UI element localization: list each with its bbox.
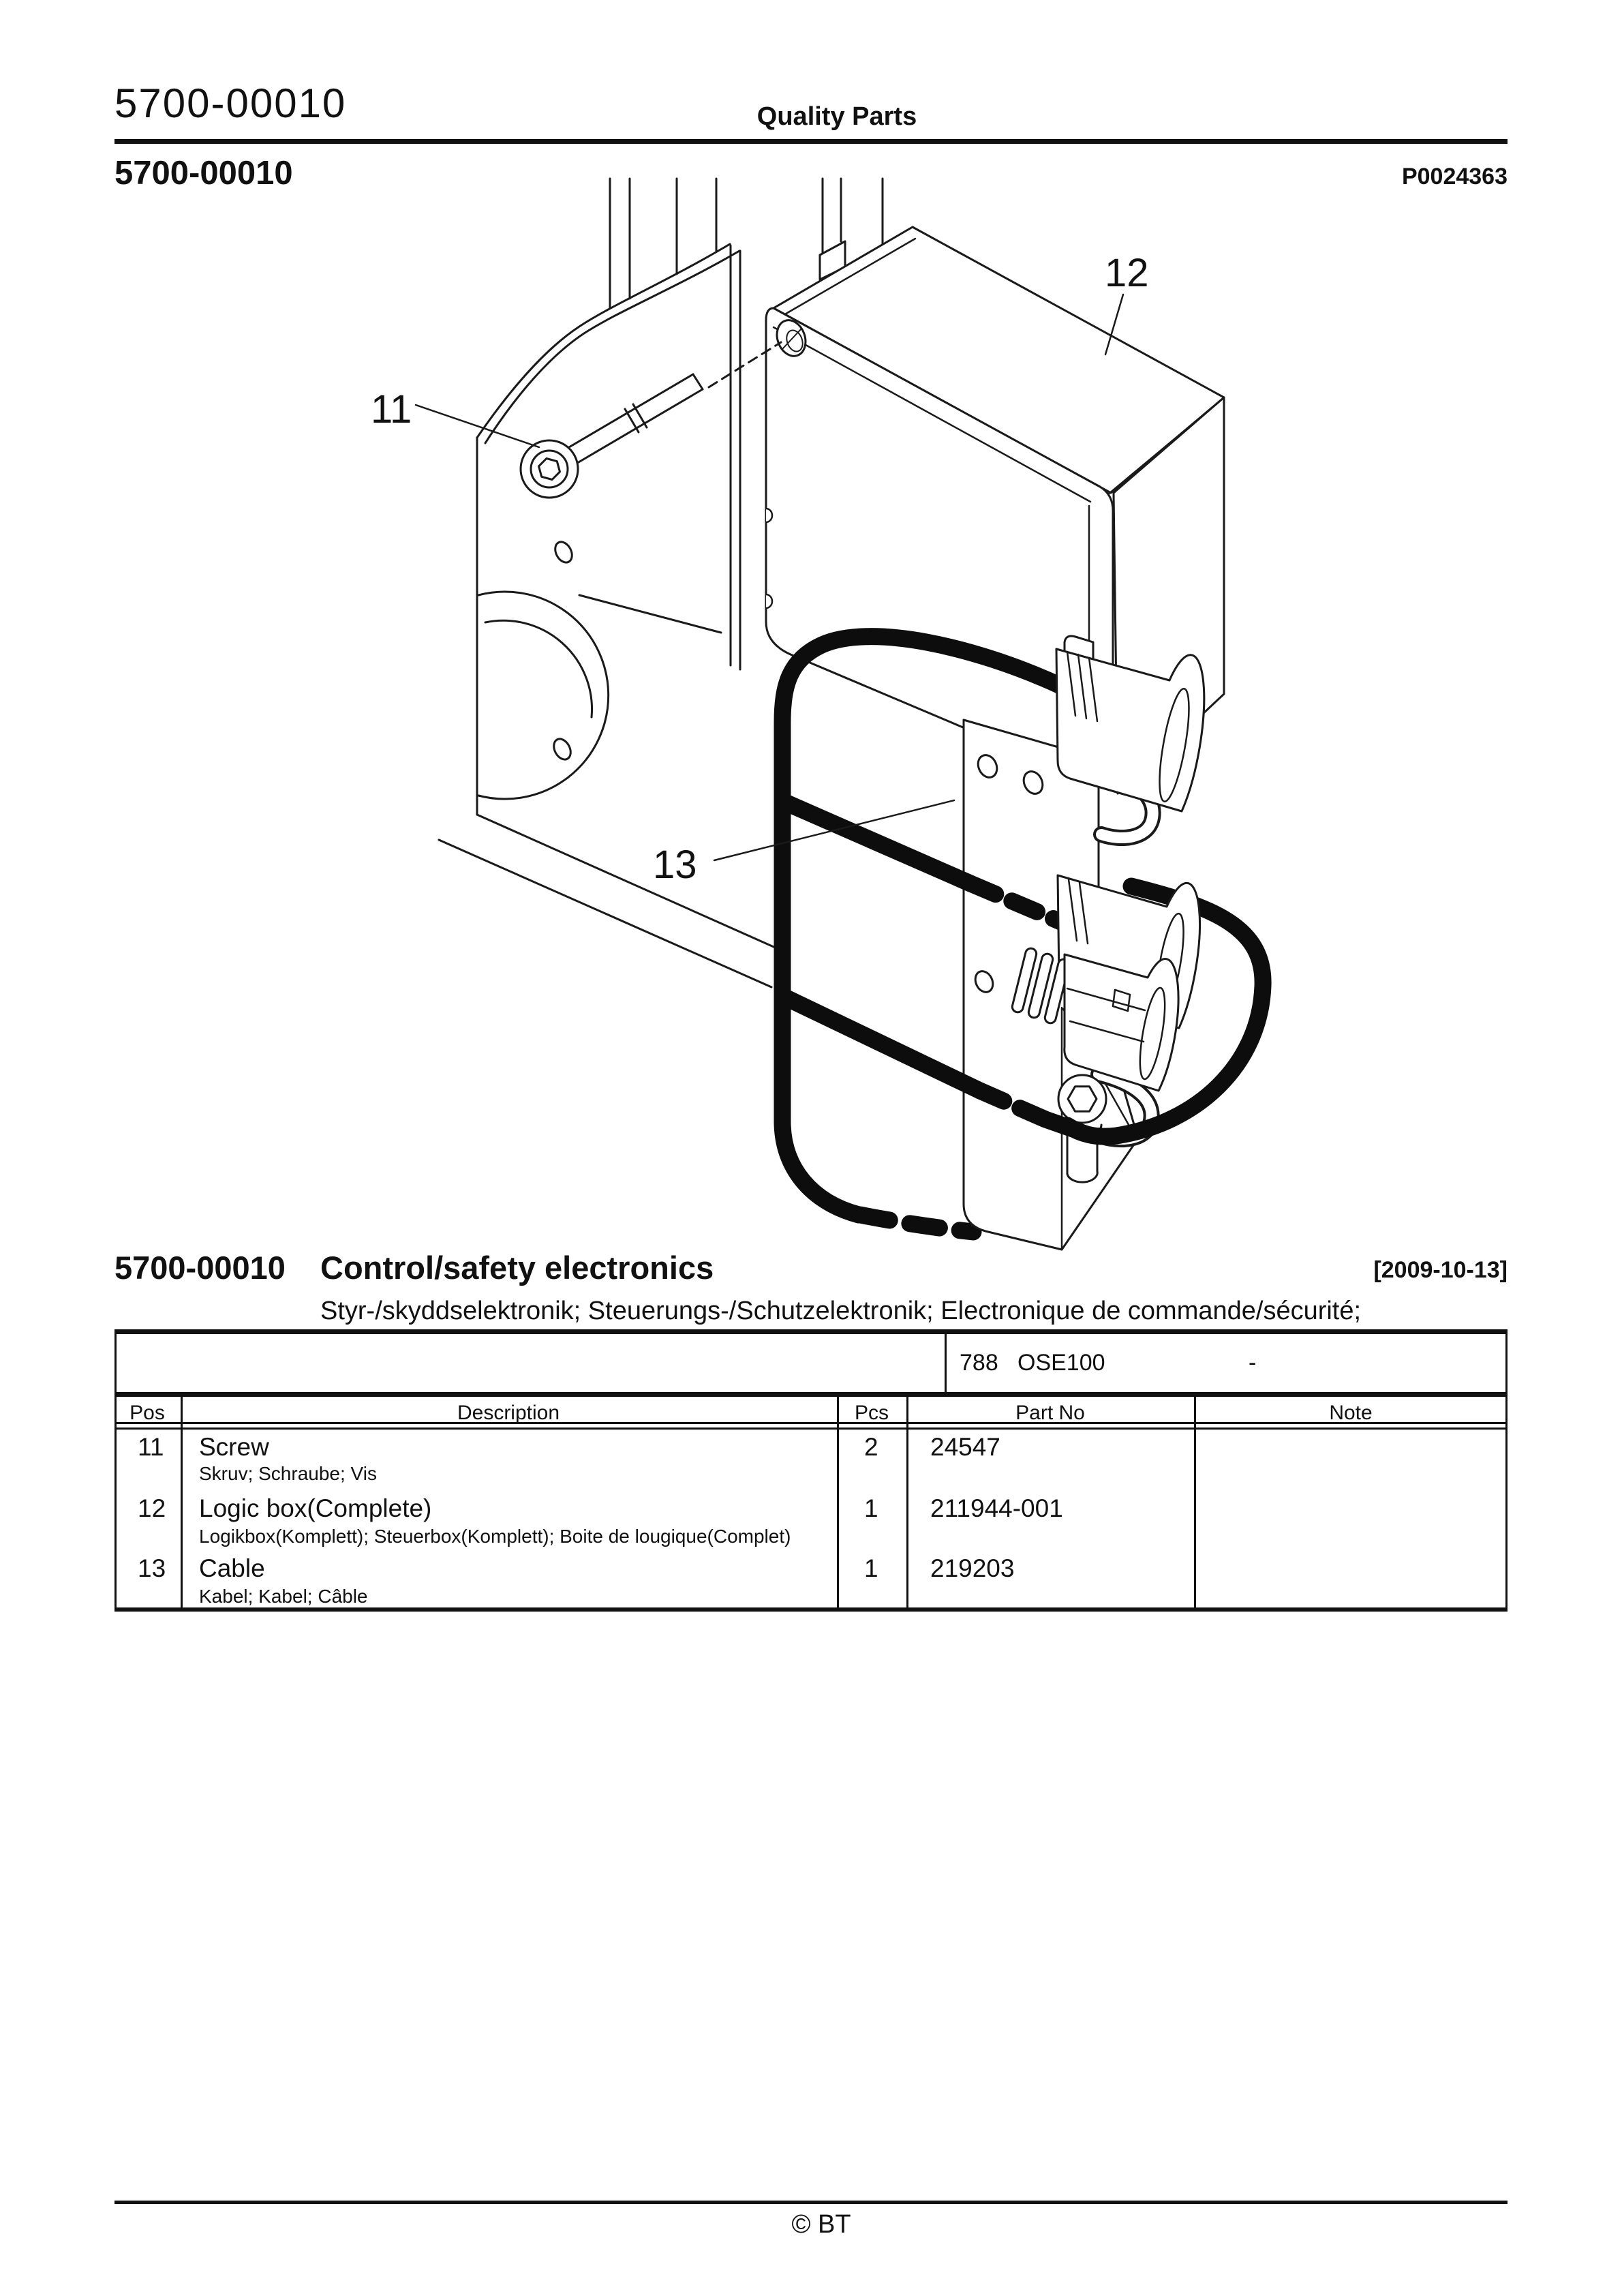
section-subtitle: Styr-/skyddselektronik; Steuerungs-/Schutzelektronik; Electronique de commande/sécurité; (320, 1297, 1362, 1325)
row-description-alt: Logikbox(Komplett); Steuerbox(Komplett); Boite de lougique(Complet) (199, 1526, 791, 1547)
table-border-right (1505, 1329, 1508, 1612)
col-header-pcs: Pcs (854, 1402, 889, 1424)
row-pcs: 1 (864, 1494, 878, 1522)
callout-11: 11 (371, 387, 412, 432)
table-sep-2b (114, 1428, 1508, 1430)
table-border-top (114, 1329, 1508, 1334)
callout-13: 13 (653, 843, 697, 887)
page-title: Quality Parts (756, 102, 917, 131)
section-code: 5700-00010 (114, 1250, 286, 1286)
row-pos: 12 (138, 1494, 166, 1522)
table-sep-2a (114, 1422, 1508, 1424)
info-qty: 788 (960, 1350, 998, 1376)
info-model: OSE100 (1017, 1350, 1105, 1376)
col-header-description: Description (457, 1402, 560, 1424)
row-description: Logic box(Complete) (199, 1494, 432, 1522)
row-description: Cable (199, 1554, 265, 1582)
row-pos: 11 (138, 1433, 164, 1461)
info-note: - (1249, 1350, 1257, 1376)
row-pos: 13 (138, 1554, 166, 1582)
col-header-part-no: Part No (1015, 1402, 1085, 1424)
image-code: P0024363 (1401, 164, 1508, 190)
footer-copyright: © BT (791, 2210, 851, 2239)
row-description-alt: Skruv; Schraube; Vis (199, 1463, 377, 1484)
doc-code: 5700-00010 (114, 80, 347, 126)
row-pcs: 2 (864, 1433, 878, 1461)
row-part-no: 219203 (930, 1554, 1015, 1582)
footer-rule (114, 2201, 1508, 2204)
section-title: Control/safety electronics (320, 1250, 714, 1286)
screw-part (521, 342, 781, 498)
table-sep-1 (114, 1392, 1508, 1397)
row-pcs: 1 (864, 1554, 878, 1582)
info-divider (945, 1334, 947, 1392)
header-rule (114, 139, 1508, 144)
parts-table (114, 1329, 1508, 1612)
row-description-alt: Kabel; Kabel; Câble (199, 1586, 368, 1607)
section-date: [2009-10-13] (1373, 1257, 1508, 1283)
table-border-bottom (114, 1607, 1508, 1612)
section-code-top: 5700-00010 (114, 155, 293, 192)
col-header-note: Note (1329, 1402, 1373, 1424)
table-border-left (114, 1329, 117, 1612)
row-description: Screw (199, 1433, 269, 1461)
row-part-no: 211944-001 (930, 1494, 1063, 1522)
row-part-no: 24547 (930, 1433, 1000, 1461)
col-header-pos: Pos (129, 1402, 165, 1424)
chassis-panel (439, 244, 778, 987)
callout-12: 12 (1105, 251, 1149, 295)
